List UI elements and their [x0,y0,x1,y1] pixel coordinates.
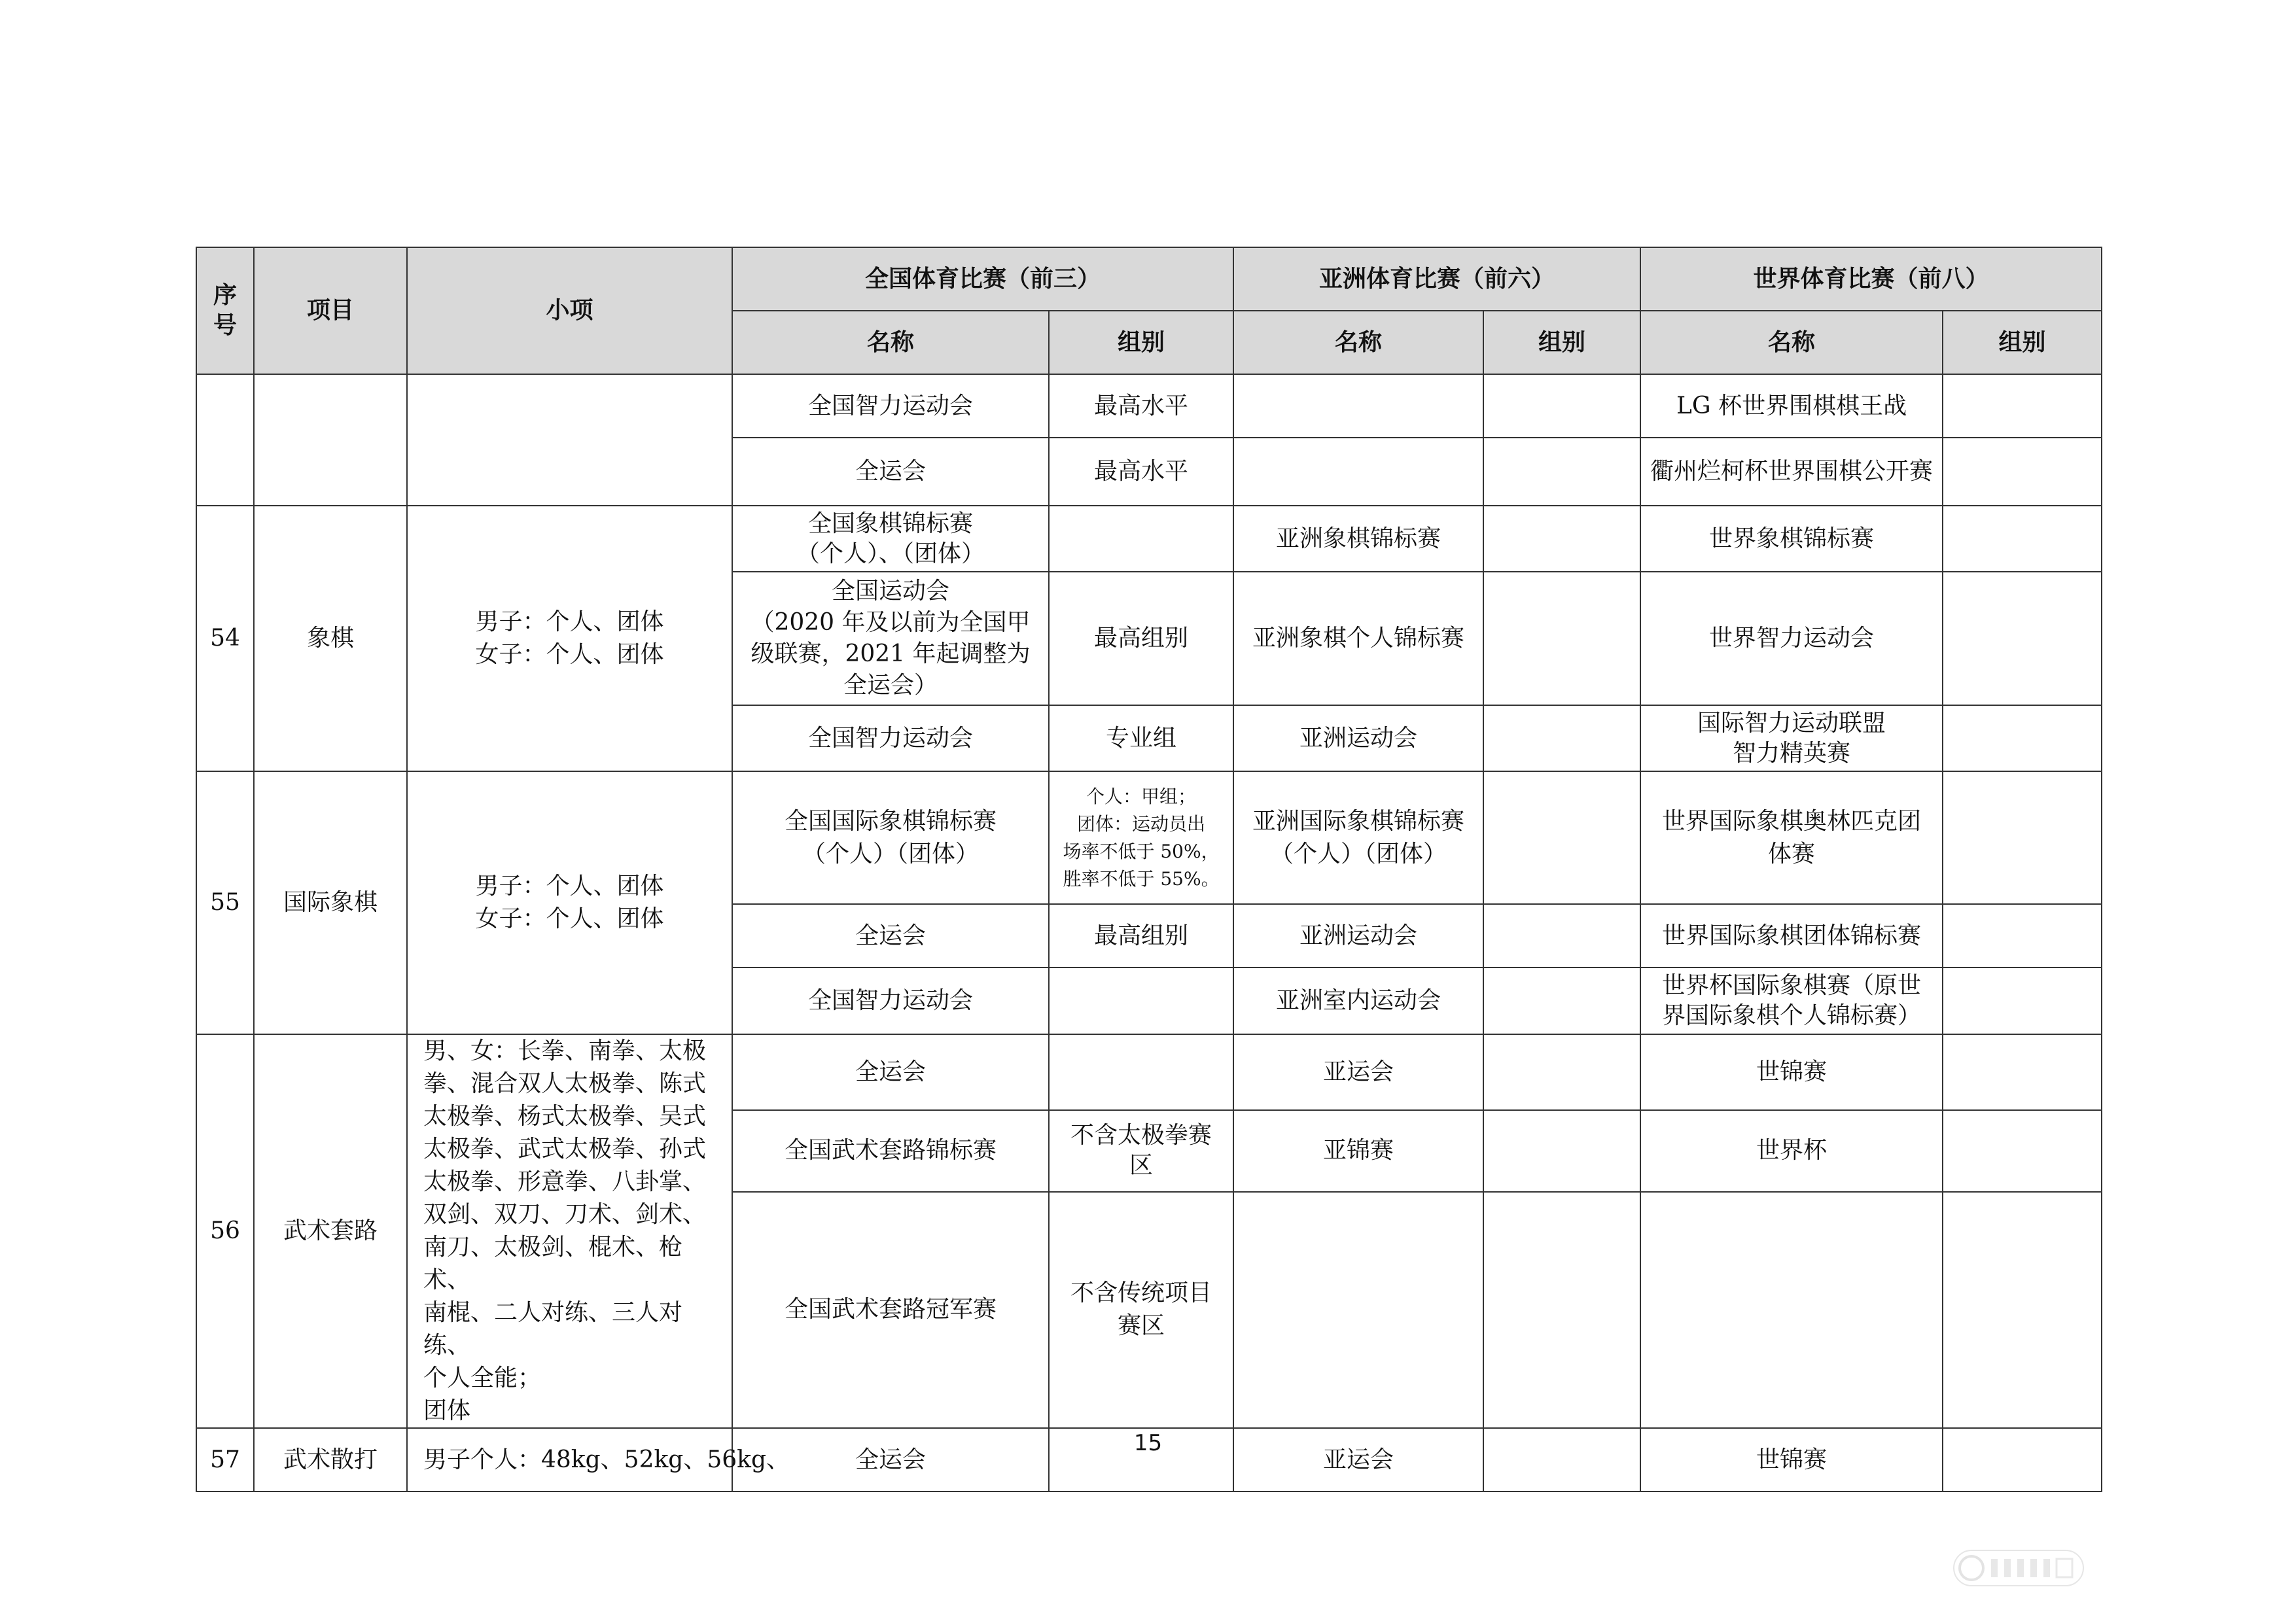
subitem-cell [407,771,732,1034]
seq-cell [196,374,254,506]
national-name-cell: 全运会 [732,904,1049,968]
subitem-line-2: 女子：个人、团体 [475,905,664,932]
subitem-cell [407,374,732,506]
national-group-cell: 个人：甲组； 团体：运动员出 场率不低于 50%， 胜率不低于 55%。 [1049,771,1233,904]
world-name-cell: 世界杯 [1640,1110,1943,1191]
national-name-cell: 全运会 [732,438,1049,506]
header-national-name: 名称 [732,311,1049,374]
watermark-logo [1953,1550,2084,1586]
world-group-cell [1943,904,2102,968]
national-name-cell: 全国武术套路冠军赛 [732,1192,1049,1428]
asian-name-cell: 亚洲室内运动会 [1233,968,1483,1034]
world-name-cell: 世界杯国际象棋赛（原世 界国际象棋个人锦标赛） [1640,968,1943,1034]
seq-cell: 57 [196,1428,254,1492]
national-group-cell: 最高水平 [1049,438,1233,506]
national-group-cell [1049,506,1233,572]
world-name-cell: 世界象棋锦标赛 [1640,506,1943,572]
competition-table [196,247,2102,1492]
asian-name-cell: 亚运会 [1233,1428,1483,1492]
asian-name-cell: 亚洲象棋个人锦标赛 [1233,572,1483,705]
project-cell: 武术套路 [254,1034,407,1428]
national-group-cell [1049,968,1233,1034]
world-group-cell [1943,374,2102,438]
asian-group-cell [1483,968,1640,1034]
national-name-cell: 全国国际象棋锦标赛 （个人）（团体） [732,771,1049,904]
table-row [196,374,2102,438]
world-name-cell: LG 杯世界围棋棋王战 [1640,374,1943,438]
header-asian: 亚洲体育比赛（前六） [1233,247,1640,311]
national-name-cell: 全国象棋锦标赛 （个人）、（团体） [732,506,1049,572]
header-national-group: 组别 [1049,311,1233,374]
national-group-cell: 不含传统项目 赛区 [1049,1192,1233,1428]
subitem-cell: 男子个人：48kg、52kg、56kg、 [407,1428,732,1492]
world-group-cell [1943,705,2102,771]
asian-name-cell: 亚洲运动会 [1233,904,1483,968]
national-group-cell: 专业组 [1049,705,1233,771]
subitem-line-2: 女子：个人、团体 [475,641,664,668]
seq-cell: 55 [196,771,254,1034]
national-name-cell: 全国智力运动会 [732,705,1049,771]
national-name-cell: 全运会 [732,1034,1049,1110]
header-seq: 序号 [196,247,254,374]
table-row [196,1034,2102,1110]
world-name-cell: 世界国际象棋团体锦标赛 [1640,904,1943,968]
header-national: 全国体育比赛（前三） [732,247,1233,311]
world-group-cell [1943,771,2102,904]
asian-group-cell [1483,374,1640,438]
asian-name-cell [1233,374,1483,438]
national-name-cell: 全国武术套路锦标赛 [732,1110,1049,1191]
world-group-cell [1943,1192,2102,1428]
world-group-cell [1943,572,2102,705]
national-name-cell: 全运会 [732,1428,1049,1492]
world-group-cell [1943,968,2102,1034]
asian-group-cell [1483,506,1640,572]
world-name-cell: 世界智力运动会 [1640,572,1943,705]
header-world-name: 名称 [1640,311,1943,374]
subitem-cell: 男、女：长拳、南拳、太极 拳、混合双人太极拳、陈式 太极拳、杨式太极拳、吴式 太极拳、武式太极拳、孙式 太极拳、形意拳、八卦掌、 双剑、双刀、刀术、剑术、 南刀、太极剑、棍术、枪术、 南棍、二人对练、三人对练、 个人全能； 团体 [407,1034,732,1428]
header-world-group: 组别 [1943,311,2102,374]
asian-name-cell [1233,438,1483,506]
project-cell [254,374,407,506]
national-group-cell: 最高水平 [1049,374,1233,438]
world-group-cell [1943,506,2102,572]
national-group-cell [1049,1034,1233,1110]
national-group-cell: 不含太极拳赛 区 [1049,1110,1233,1191]
national-group-cell: 最高组别 [1049,904,1233,968]
world-group-cell [1943,1110,2102,1191]
national-name-cell: 全国运动会 （2020 年及以前为全国甲 级联赛，2021 年起调整为 全运会） [732,572,1049,705]
asian-group-cell [1483,904,1640,968]
world-name-cell: 衢州烂柯杯世界围棋公开赛 [1640,438,1943,506]
national-group-cell: 最高组别 [1049,572,1233,705]
seq-cell: 54 [196,506,254,771]
header-subitem: 小项 [407,247,732,374]
header-project: 项目 [254,247,407,374]
world-name-cell: 国际智力运动联盟 智力精英赛 [1640,705,1943,771]
national-name-cell: 全国智力运动会 [732,968,1049,1034]
asian-group-cell [1483,771,1640,904]
subitem-line-1: 男子：个人、团体 [475,608,664,635]
page-number: 15 [1133,1430,1163,1456]
asian-name-cell: 亚洲运动会 [1233,705,1483,771]
national-name-cell: 全国智力运动会 [732,374,1049,438]
world-group-cell [1943,1034,2102,1110]
asian-name-cell [1233,1192,1483,1428]
asian-name-cell: 亚洲国际象棋锦标赛 （个人）（团体） [1233,771,1483,904]
world-name-cell: 世界国际象棋奥林匹克团 体赛 [1640,771,1943,904]
header-asian-group: 组别 [1483,311,1640,374]
asian-name-cell: 亚锦赛 [1233,1110,1483,1191]
table-row [196,771,2102,904]
subitem-cell [407,506,732,771]
asian-name-cell: 亚洲象棋锦标赛 [1233,506,1483,572]
world-name-cell [1640,1192,1943,1428]
project-cell: 象棋 [254,506,407,771]
seq-cell: 56 [196,1034,254,1428]
asian-group-cell [1483,1110,1640,1191]
asian-group-cell [1483,1192,1640,1428]
world-group-cell [1943,438,2102,506]
world-name-cell: 世锦赛 [1640,1034,1943,1110]
header-world: 世界体育比赛（前八） [1640,247,2102,311]
world-name-cell: 世锦赛 [1640,1428,1943,1492]
project-cell: 国际象棋 [254,771,407,1034]
asian-name-cell: 亚运会 [1233,1034,1483,1110]
asian-group-cell [1483,705,1640,771]
asian-group-cell [1483,438,1640,506]
project-cell: 武术散打 [254,1428,407,1492]
asian-group-cell [1483,572,1640,705]
asian-group-cell [1483,1034,1640,1110]
table-row [196,506,2102,572]
header-asian-name: 名称 [1233,311,1483,374]
subitem-line-1: 男子：个人、团体 [475,873,664,899]
